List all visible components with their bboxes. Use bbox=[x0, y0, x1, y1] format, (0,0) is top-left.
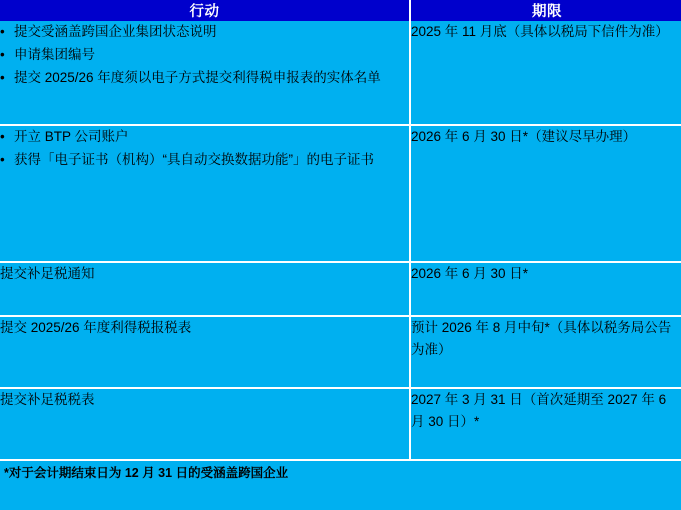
action-cell bbox=[0, 316, 410, 388]
action-bullet-list bbox=[0, 126, 409, 171]
action-text: 提交补足税通知 bbox=[0, 266, 95, 281]
table-row bbox=[0, 262, 681, 316]
list-item: • 提交 2025/26 年度须以电子方式提交利得税申报表的实体名单 bbox=[0, 67, 409, 89]
table-header bbox=[0, 0, 681, 21]
deadline-text: 2027 年 3 月 31 日（首次延期至 2027 年 6 月 30 日）* bbox=[411, 392, 667, 429]
deadline-text: 2025 年 11 月底（具体以税局下信件为准） bbox=[411, 24, 669, 39]
column-header-action: 行动 bbox=[0, 0, 410, 21]
action-cell bbox=[0, 21, 410, 125]
deadline-cell bbox=[410, 125, 681, 262]
table-body bbox=[0, 21, 681, 460]
deadline-cell bbox=[410, 21, 681, 125]
action-bullet-list bbox=[0, 21, 409, 89]
table-row bbox=[0, 21, 681, 125]
deadline-cell bbox=[410, 262, 681, 316]
table-row bbox=[0, 316, 681, 388]
action-cell bbox=[0, 262, 410, 316]
action-text: 提交 2025/26 年度利得税报税表 bbox=[0, 320, 192, 335]
column-header-deadline: 期限 bbox=[410, 0, 681, 21]
deadline-text: 2026 年 6 月 30 日*（建议尽早办理） bbox=[411, 129, 637, 144]
list-item: • 开立 BTP 公司账户 bbox=[0, 126, 409, 148]
deadline-cell bbox=[410, 388, 681, 460]
table-footnote: *对于会计期结束日为 12 月 31 日的受涵盖跨国企业 bbox=[0, 461, 681, 489]
table-row bbox=[0, 125, 681, 262]
table-header-row bbox=[0, 0, 681, 21]
list-item: • 提交受涵盖跨国企业集团状态说明 bbox=[0, 21, 409, 43]
deadline-text: 预计 2026 年 8 月中旬*（具体以税务局公告为准） bbox=[411, 320, 672, 357]
table-row bbox=[0, 388, 681, 460]
list-item: • 获得「电子证书（机构）“具自动交换数据功能”」的电子证书 bbox=[0, 149, 409, 171]
deadline-text: 2026 年 6 月 30 日* bbox=[411, 266, 529, 281]
action-text: 提交补足税税表 bbox=[0, 392, 95, 407]
action-cell bbox=[0, 388, 410, 460]
action-cell bbox=[0, 125, 410, 262]
deadline-cell bbox=[410, 316, 681, 388]
list-item: • 申请集团编号 bbox=[0, 44, 409, 66]
